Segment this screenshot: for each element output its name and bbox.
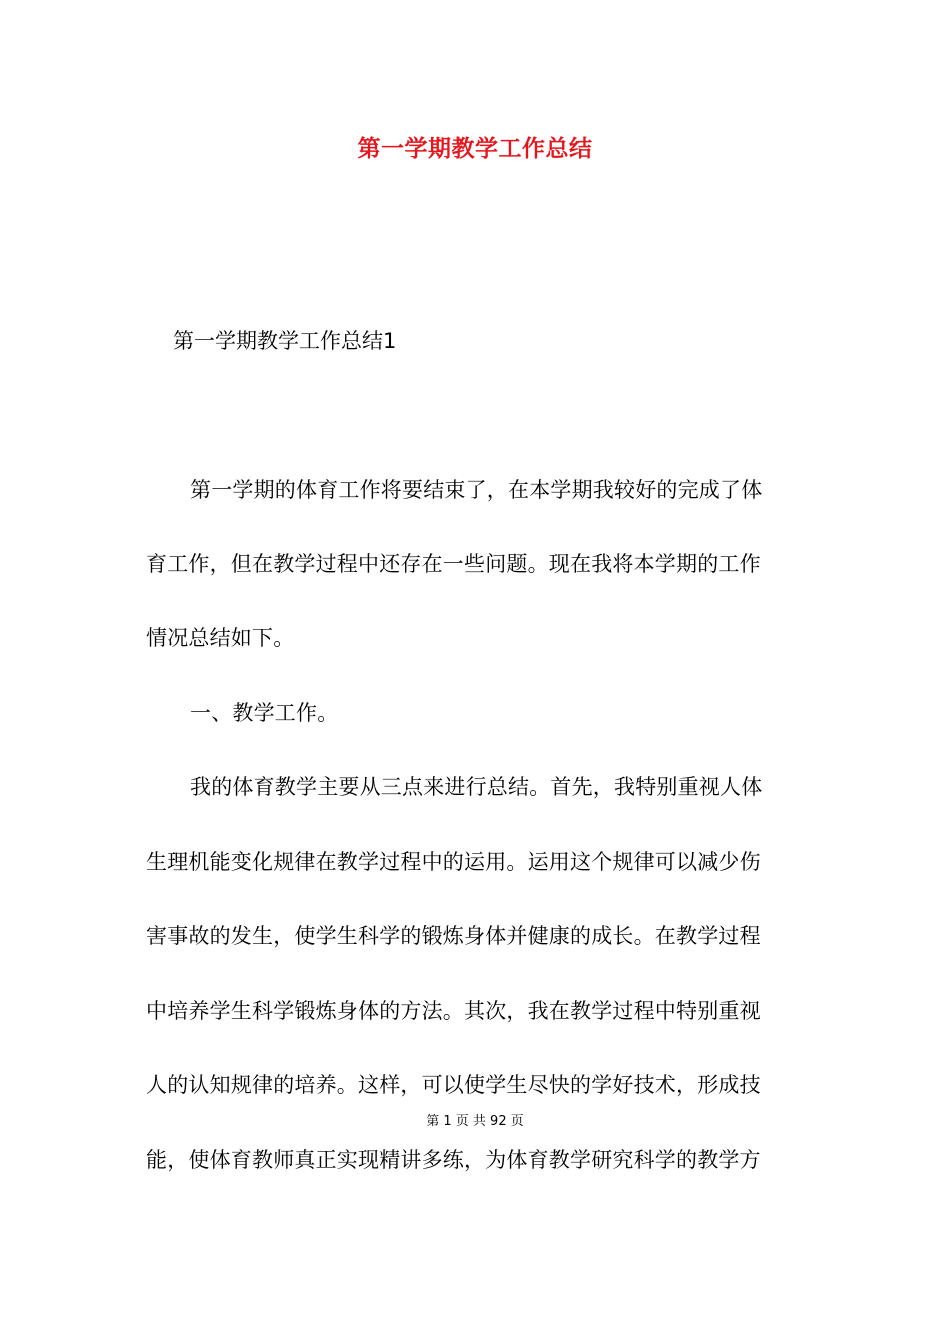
paragraph-line: 害事故的发生，使学生科学的锻炼身体并健康的成长。在教学过程 xyxy=(146,924,761,948)
subsection-heading: 一、教学工作。 xyxy=(190,701,339,725)
page-number-footer: 第 1 页 共 92 页 xyxy=(426,1114,524,1129)
paragraph-line: 中培养学生科学锻炼身体的方法。其次，我在教学过程中特别重视 xyxy=(146,999,761,1023)
paragraph-line: 生理机能变化规律在教学过程中的运用。运用这个规律可以减少伤 xyxy=(146,850,761,874)
paragraph-line: 第一学期的体育工作将要结束了，在本学期我较好的完成了体 xyxy=(190,478,763,502)
paragraph-line: 情况总结如下。 xyxy=(146,626,295,650)
section-heading: 第一学期教学工作总结1 xyxy=(173,329,397,353)
paragraph-line: 育工作，但在教学过程中还存在一些问题。现在我将本学期的工作 xyxy=(146,552,761,576)
paragraph-line: 我的体育教学主要从三点来进行总结。首先，我特别重视人体 xyxy=(190,775,763,799)
paragraph-line: 人的认知规律的培养。这样，可以使学生尽快的学好技术，形成技 xyxy=(146,1073,761,1097)
document-title: 第一学期教学工作总结 xyxy=(357,136,593,162)
paragraph-line: 能，使体育教师真正实现精讲多练，为体育教学研究科学的教学方 xyxy=(146,1148,761,1172)
